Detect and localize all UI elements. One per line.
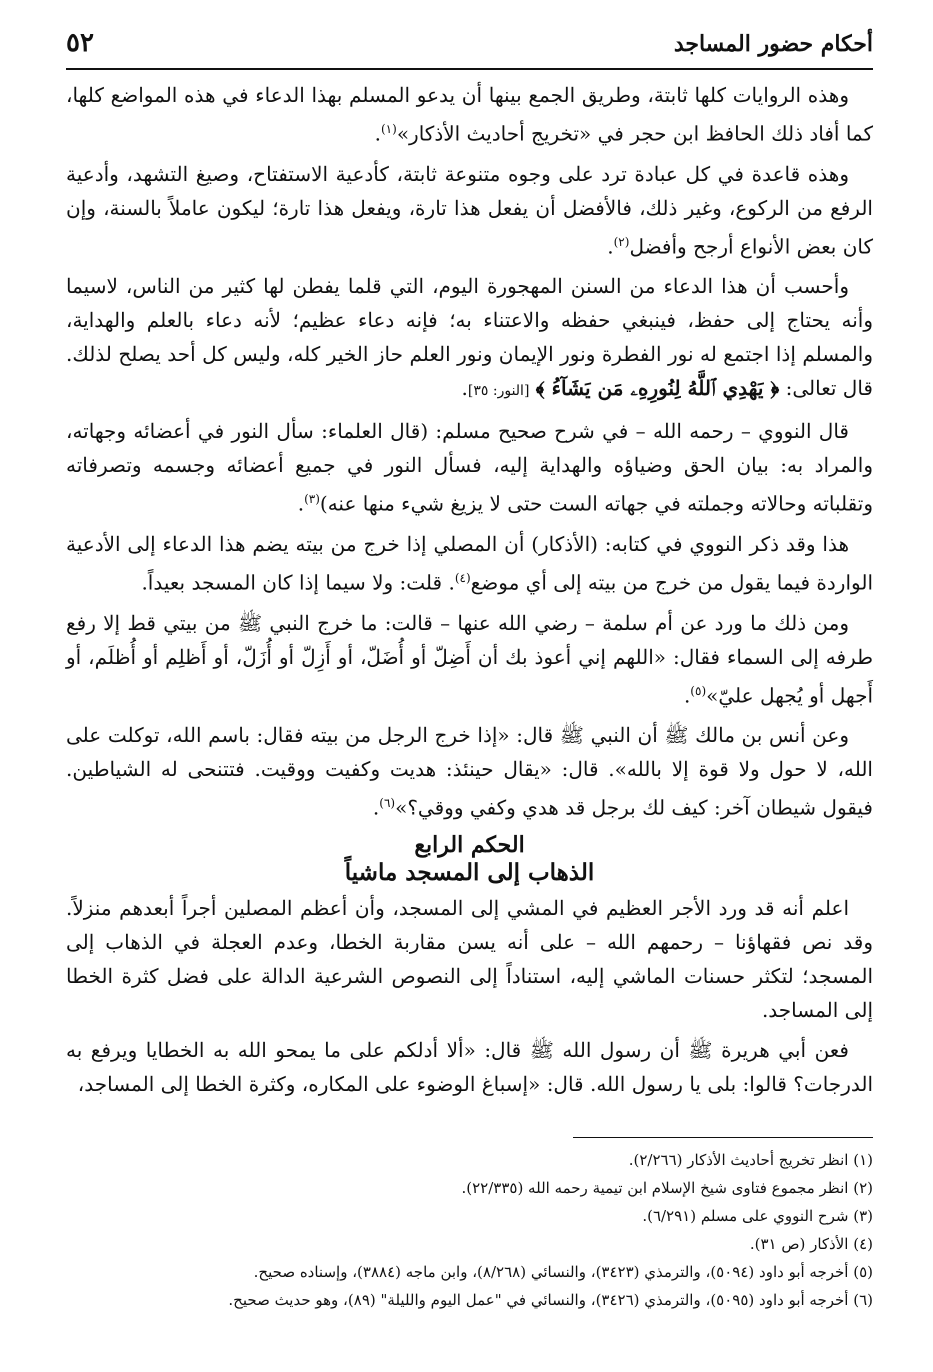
section-heading: الحكم الرابع	[414, 831, 525, 858]
verse-reference: [النور: ٣٥]	[467, 383, 530, 400]
footnote: (٥) أخرجه أبو داود (٥٠٩٤)، والترمذي (٣٤٢٣)، والنسائي (٨/٢٦٨)، وابن ماجه (٣٨٨٤)، وإسناده صحيح.	[253, 1262, 873, 1281]
quran-verse: ﴿ يَهْدِي ٱللَّهُ لِنُورِهِۦ مَن يَشَآءُ ﴾	[535, 376, 780, 401]
paragraph-end: .	[461, 376, 468, 401]
section-subheading: الذهاب إلى المسجد ماشياً	[344, 858, 595, 886]
paragraph	[66, 157, 873, 264]
paragraph	[66, 78, 873, 151]
paragraph	[66, 606, 873, 713]
paragraph	[66, 527, 873, 600]
paragraph-text: وهذه الروايات كلها ثابتة، وطريق الجمع بينها أن يدعو المسلم بهذا الدعاء في هذه المواضع كلها، كما أفاد ذلك الحافظ ابن حجر في «تخريج أحاديث الأذكار»	[66, 83, 873, 146]
footnote-marker: (٥)	[690, 683, 707, 698]
paragraph	[66, 269, 873, 408]
paragraph-text: هذا وقد ذكر النووي في كتابه: (الأذكار) أن المصلي إذا خرج من بيته يضم هذا الدعاء إلى الأدعية الواردة فيما يقول من خرج من بيته إلى أي موضع	[66, 531, 873, 595]
footnote-divider	[573, 1137, 873, 1138]
footnote: (٢) انظر مجموع فتاوى شيخ الإسلام ابن تيمية رحمه الله (٢٢/٣٣٥).	[461, 1178, 873, 1197]
paragraph-text: ومن ذلك ما ورد عن أم سلمة – رضي الله عنها – قالت: ما خرج النبي ﷺ من بيتي قط إلا رفع طرفه إلى السماء فقال: «اللهم إني أعوذ بك أن أَضِلّ أو أُضَلّ، أو أَزِلّ أو أُزَلّ، أو أَظلِم أو أُظلَم، أو أَجهل أو يُجهل عليّ»	[66, 610, 873, 708]
footnote-marker: (١)	[380, 122, 397, 136]
paragraph-end: .	[374, 121, 381, 146]
page-header	[66, 28, 873, 70]
paragraph-text: وعن أنس بن مالك ﷺ أن النبي ﷺ قال: «إذا خرج الرجل من بيته فقال: باسم الله، توكلت على الله، لا حول ولا قوة إلا بالله». قال: «يقال حينئذ: هديت وكفيت ووقيت. فتتنحى له الشياطين. فيقول شيطان آخر: كيف لك برجل قد هدي وكفي ووقي؟»	[66, 723, 873, 820]
footnote-marker: (٦)	[379, 796, 396, 811]
paragraph	[66, 414, 873, 521]
paragraph-text: وهذه قاعدة في كل عبادة ترد على وجوه متنوعة ثابتة، كأدعية الاستفتاح، وصيغ التشهد، وأدعية الرفع من الركوع، وغير ذلك، فالأفضل أن يفعل هذا تارة، ويفعل هذا تارة؛ ليكون عاملاً بالسنة، وإن كان بعض الأنواع أرجح وأفضل	[66, 161, 873, 259]
footnote-marker: (٤)	[454, 570, 471, 585]
paragraph: فعن أبي هريرة ﷺ أن رسول الله ﷺ قال: «ألا أدلكم على ما يمحو الله به الخطايا ويرفع به الدرجات؟ قالوا: بلى يا رسول الله. قال: «إسباغ الوضوء على المكاره، وكثرة الخطا إلى المساجد،	[66, 1037, 873, 1096]
footnote-marker: (٢)	[613, 234, 630, 249]
paragraph-end: . قلت: ولا سيما إذا كان المسجد بعيداً.	[141, 570, 455, 595]
paragraph-text: قال النووي – رحمه الله – في شرح صحيح مسلم: (قال العلماء: سأل النور في أعضائه وجهاته، والمراد به: بيان الحق وضياؤه والهداية إليه، فسأل النور في جميع أعضائه وجسمه وتصرفاته وتقلباته وحالاته وجملته في جهاته الست حتى لا يزيغ شيء منها عنه)	[66, 419, 873, 516]
footnote: (٤) الأذكار (ص ٣١).	[749, 1234, 873, 1253]
footnote: (٣) شرح النووي على مسلم (٦/٢٩١).	[642, 1206, 873, 1225]
paragraph-end: .	[297, 491, 305, 516]
page-body	[66, 78, 873, 1101]
footnote-marker: (٣)	[304, 492, 320, 507]
paragraph: اعلم أنه قد ورد الأجر العظيم في المشي إلى المسجد، وأن أعظم المصلين أجراً أبعدهم منزلاً. وقد نص فقهاؤنا – رحمهم الله – على أنه يسن مقاربة الخطا، وعدم العجلة في الذهاب إلى المسجد؛ لتكثر حسنات الماشي إليه، استناداً إلى النصوص الشرعية الدالة على فضل كثرة الخطا إلى المساجد.	[66, 895, 873, 1022]
footnotes	[66, 1146, 873, 1314]
page-number: ٥٢	[66, 28, 94, 58]
paragraph-end: .	[683, 683, 691, 708]
paragraph-end: .	[372, 795, 380, 820]
paragraph-text: وأحسب أن هذا الدعاء من السنن المهجورة اليوم، التي قلما يفطن لها كثير من الناس، لاسيما وأنه يحتاج إلى حفظ، فينبغي حفظه والاعتناء به؛ فإنه دعاء عظيم؛ لأنه دعاء بالعلم والهداية، والمسلم إذا اجتمع له نور الفطرة ونور الإيمان ونور العلم حاز الخير كله، وليس كل أحد يصلح لذلك. قال تعالى:	[66, 274, 873, 401]
footnote: (١) انظر تخريج أحاديث الأذكار (٢/٢٦٦).	[628, 1150, 873, 1169]
paragraph	[66, 718, 873, 825]
running-title: أحكام حضور المساجد	[673, 31, 873, 57]
footnote: (٦) أخرجه أبو داود (٥٠٩٥)، والترمذي (٣٤٢٦)، والنسائي في "عمل اليوم والليلة" (٨٩)، وهو حديث صحيح.	[228, 1290, 873, 1309]
paragraph-end: .	[607, 234, 614, 259]
